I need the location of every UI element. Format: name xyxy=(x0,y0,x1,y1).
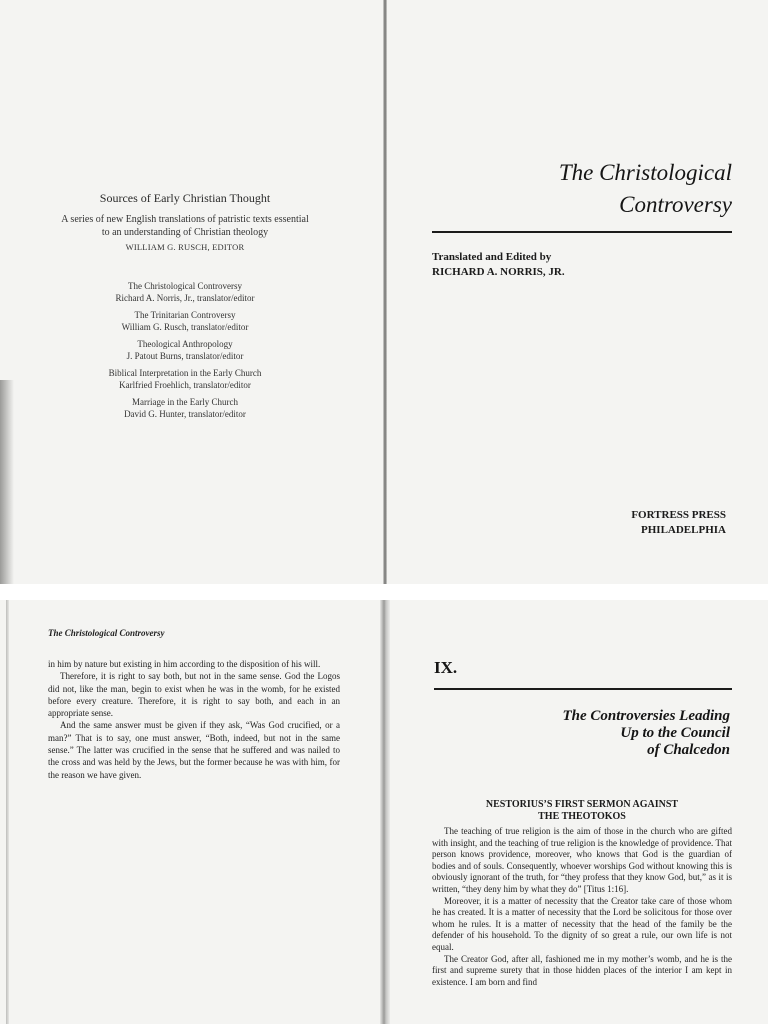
book-editor: Richard A. Norris, Jr., translator/editor xyxy=(115,293,255,303)
body-text xyxy=(48,658,340,781)
series-title: Sources of Early Christian Thought xyxy=(99,191,271,205)
series-page xyxy=(0,0,384,584)
book-editor: J. Patout Burns, translator/editor xyxy=(126,351,244,361)
section-heading xyxy=(432,799,732,823)
page-edge xyxy=(6,600,9,1024)
paragraph: Moreover, it is a matter of necessity that the Creator take care of those whom he has created. It is a matter of necessity that the Lord be solicitous for those over whom he rules. It is a matter of necessity that the head of the family be the defender of his household. To the dignity of so great a rule, our own life is not equal. xyxy=(432,895,732,952)
paragraph: The Creator God, after all, fashioned me in my mother’s womb, and he is the first and supreme surety that in those hidden places of the interior I am kept in existence. I am born and find xyxy=(432,953,732,987)
section-heading-line: NESTORIUS’S FIRST SERMON AGAINST xyxy=(485,799,679,810)
title-rule xyxy=(432,231,732,233)
series-description: A series of new English translations of patristic texts essential to an understanding of Christian theology xyxy=(61,214,309,238)
book-gutter xyxy=(380,600,390,1024)
section-heading-line: THE THEOTOKOS xyxy=(538,811,626,822)
publisher-name: FORTRESS PRESS xyxy=(631,509,726,521)
translator-block xyxy=(432,250,565,280)
scan-gap xyxy=(0,584,768,600)
book-title: The Trinitarian Controversy xyxy=(134,310,236,320)
chapter-title-line: Up to the Council xyxy=(620,725,730,741)
book-editor: Karlfried Froehlich, translator/editor xyxy=(119,380,251,390)
book-title-line: Controversy xyxy=(619,192,732,217)
book-title-heading xyxy=(559,157,732,221)
chapter-number: IX. xyxy=(434,658,458,677)
running-head: The Christological Controversy xyxy=(48,628,165,638)
book-editor: David G. Hunter, translator/editor xyxy=(124,409,246,419)
paragraph: Therefore, it is right to say both, but not in the same sense. God the Logos did not, like the man, begin to exist when he was in the womb, for he existed before every creature. Therefore, it is right to say both, and each in an appropriate sense. xyxy=(48,671,340,719)
translator-name: RICHARD A. NORRIS, JR. xyxy=(432,266,565,278)
series-editor: WILLIAM G. RUSCH, EDITOR xyxy=(125,242,245,252)
title-page xyxy=(386,0,768,584)
book-entry xyxy=(60,367,310,391)
book-title: The Christological Controversy xyxy=(128,281,242,291)
book-title: Marriage in the Early Church xyxy=(132,397,238,407)
book-title: Theological Anthropology xyxy=(137,339,233,349)
translated-by-label: Translated and Edited by xyxy=(432,251,552,263)
book-title-line: The Christological xyxy=(558,160,732,185)
chapter-title xyxy=(563,708,731,759)
book-entry xyxy=(60,280,310,304)
publisher-city: PHILADELPHIA xyxy=(641,524,726,536)
book-entry xyxy=(60,309,310,333)
chapter-title-line: The Controversies Leading xyxy=(562,708,730,724)
paragraph: And the same answer must be given if they ask, “Was God crucified, or a man?” That is to say, one must answer, “Both, indeed, but not in the same sense.” The latter was crucified in the sense that he suffered and was nailed to the cross and was held by the Jews, but the former because he was with him, for the reason we have given. xyxy=(48,720,340,780)
chapter-rule xyxy=(434,688,732,690)
chapter-title-line: of Chalcedon xyxy=(647,742,730,758)
book-entry xyxy=(60,338,310,362)
book-entry xyxy=(60,396,310,420)
publisher-block xyxy=(631,508,726,538)
series-block xyxy=(60,192,310,425)
book-list xyxy=(60,280,310,420)
book-title: Biblical Interpretation in the Early Church xyxy=(108,368,262,378)
book-editor: William G. Rusch, translator/editor xyxy=(121,322,249,332)
sermon-text xyxy=(432,826,732,988)
paragraph: in him by nature but existing in him according to the disposition of his will. xyxy=(48,659,321,669)
bottom-book-spread xyxy=(0,600,768,1024)
paragraph: The teaching of true religion is the aim of those in the church who are gifted with insight, and the teaching of true religion is the knowledge of providence. That person knows providence, moreover, who knows that God is the guardian of bodies and of souls. Consequently, whoever worships God without knowing this is obviously ignorant of the truth, for “they profess that they know God, but,” as it is written, “they deny him by what they do” [Titus 1:16]. xyxy=(432,826,732,894)
